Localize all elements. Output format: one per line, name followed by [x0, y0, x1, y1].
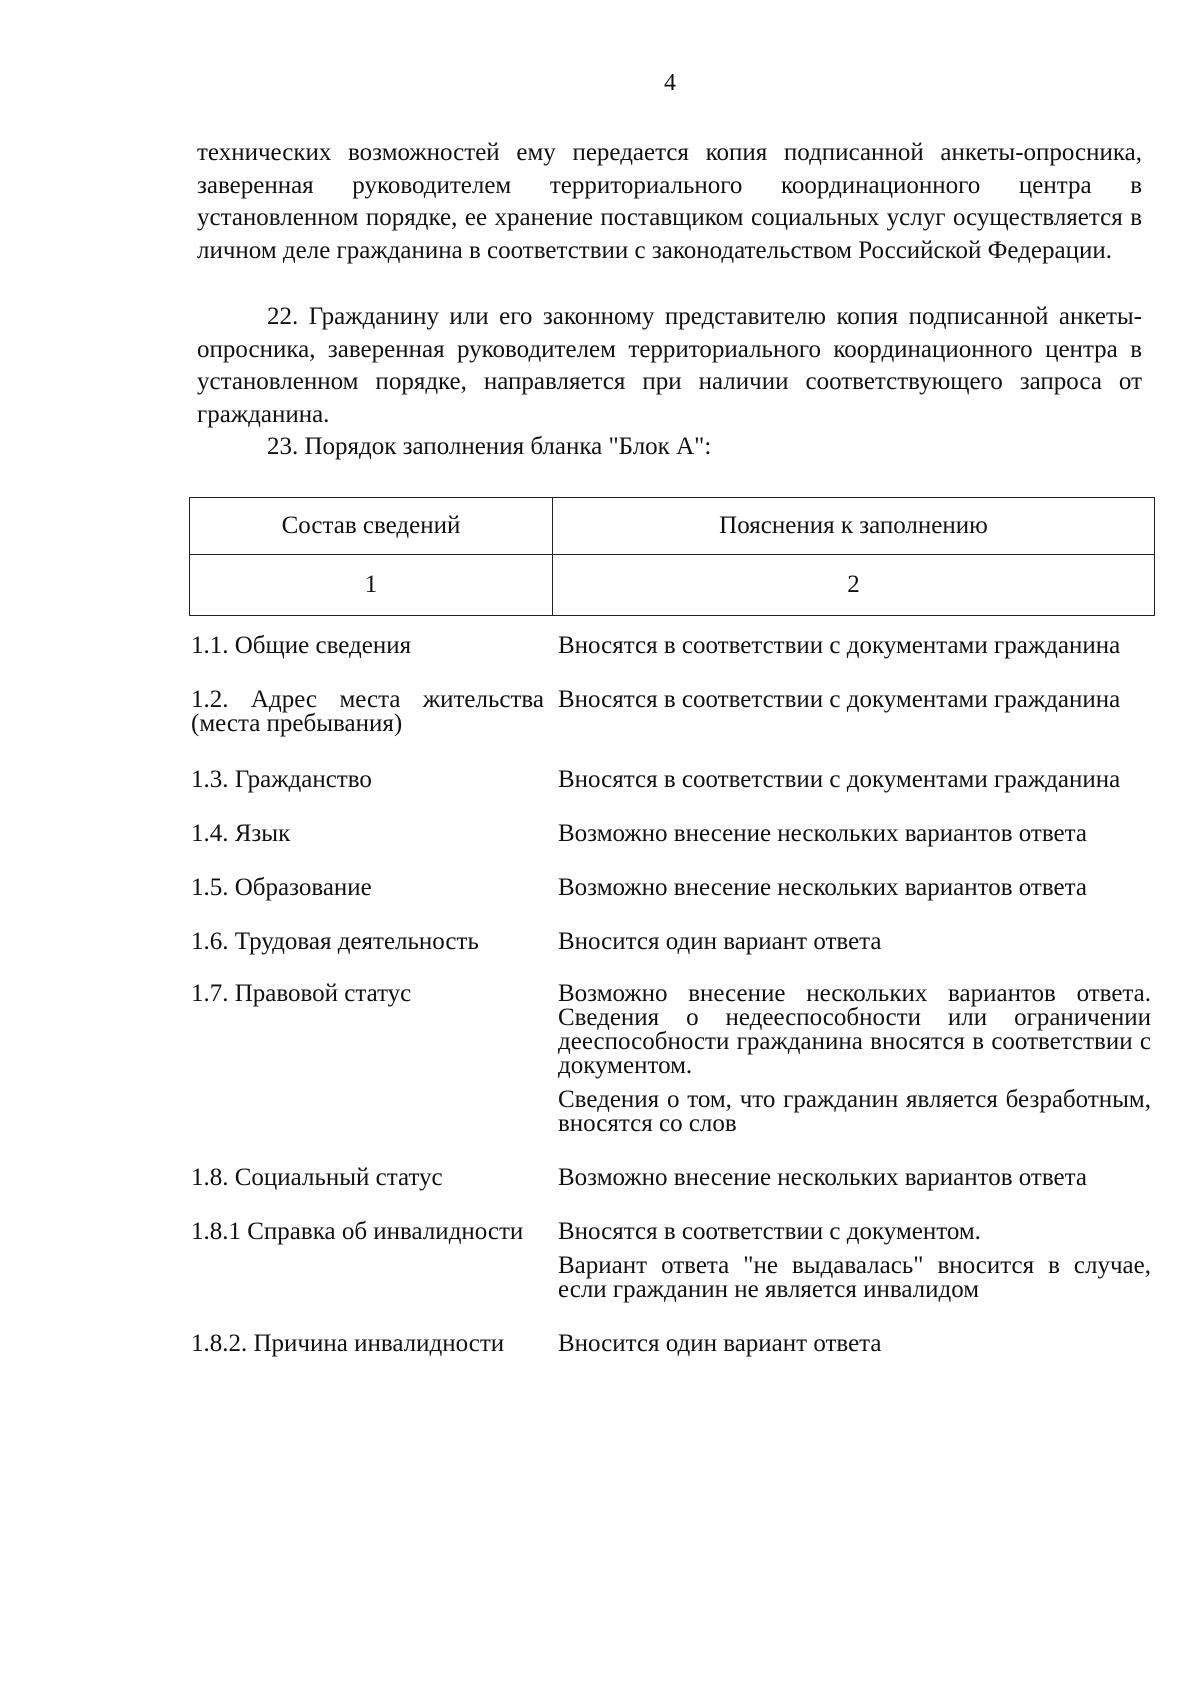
column-number-2: 2 — [553, 555, 1155, 616]
row-note: Вносятся в соответствии с документом. — [558, 1218, 981, 1245]
table-row — [191, 1166, 1151, 1190]
row-item: 1.1. Общие сведения — [191, 632, 412, 659]
row-note: Возможно внесение нескольких вариантов ответа — [558, 1164, 1087, 1191]
row-item: 1.2. Адрес места жительства (места пребывания) — [191, 686, 544, 737]
row-item: 1.5. Образование — [191, 874, 372, 901]
row-notes — [548, 1332, 1151, 1356]
row-note: Вносятся в соответствии с документами гражданина — [558, 632, 1121, 659]
row-notes — [548, 822, 1151, 846]
table-header — [189, 497, 1155, 616]
row-notes — [548, 930, 1151, 954]
row-item: 1.6. Трудовая деятельность — [191, 928, 479, 955]
table-row — [191, 768, 1151, 792]
page-number: 4 — [664, 70, 676, 96]
continuation-paragraph: технических возможностей ему передается копия подписанной анкеты-опросника, заверенная руководителем территориального координационного центра в установленном порядке, ее хранение поставщиком социальных услуг осуществляется в личном деле гражданина в соответствии с законодательством Российской Федерации. — [197, 139, 1142, 264]
table-row — [191, 930, 1151, 954]
table-row — [191, 822, 1151, 846]
row-notes — [548, 1220, 1151, 1302]
row-notes — [548, 768, 1151, 792]
row-note: Возможно внесение нескольких вариантов ответа — [558, 820, 1087, 847]
table-row — [191, 634, 1151, 658]
row-notes — [548, 1166, 1151, 1190]
row-item: 1.8. Социальный статус — [191, 1164, 443, 1191]
paragraph-22: 22. Гражданину или его законному представителю копия подписанной анкеты-опросника, заверенная руководителем территориального координационного центра в установленном порядке, направляется при наличии соответствующего запроса от гражданина. — [197, 303, 1142, 428]
row-note: Вносится один вариант ответа — [558, 928, 882, 955]
column-number-1: 1 — [190, 555, 553, 616]
row-item: 1.4. Язык — [191, 820, 291, 847]
row-item: 1.8.2. Причина инвалидности — [191, 1330, 505, 1357]
column-header-composition: Состав сведений — [190, 498, 553, 555]
table-row — [191, 1220, 1151, 1302]
row-note: Возможно внесение нескольких вариантов ответа — [558, 874, 1087, 901]
table-row — [191, 1332, 1151, 1356]
row-note: Вносятся в соответствии с документами гражданина — [558, 766, 1121, 793]
row-notes — [548, 688, 1151, 712]
row-note: Вносится один вариант ответа — [558, 1330, 882, 1357]
table-body — [191, 634, 1151, 1386]
row-note: Сведения о том, что гражданин является безработным, вносятся со слов — [558, 1086, 1151, 1137]
row-notes — [548, 876, 1151, 900]
table-row — [191, 688, 1151, 736]
row-notes — [548, 634, 1151, 658]
row-note: Вносятся в соответствии с документами гражданина — [558, 686, 1121, 713]
table-row — [191, 982, 1151, 1136]
row-item: 1.8.1 Справка об инвалидности — [191, 1218, 524, 1245]
row-item: 1.7. Правовой статус — [191, 980, 412, 1007]
column-header-explanations: Пояснения к заполнению — [553, 498, 1155, 555]
paragraph-23: 23. Порядок заполнения бланка "Блок А": — [267, 433, 712, 460]
table-row — [191, 876, 1151, 900]
row-note: Вариант ответа "не выдавалась" вносится в случае, если гражданин не является инвалидом — [558, 1252, 1151, 1303]
row-note: Возможно внесение нескольких вариантов ответа. Сведения о недееспособности или ограничении дееспособности гражданина вносятся в соответствии с документом. — [558, 980, 1151, 1079]
row-notes — [548, 982, 1151, 1136]
row-item: 1.3. Гражданство — [191, 766, 372, 793]
